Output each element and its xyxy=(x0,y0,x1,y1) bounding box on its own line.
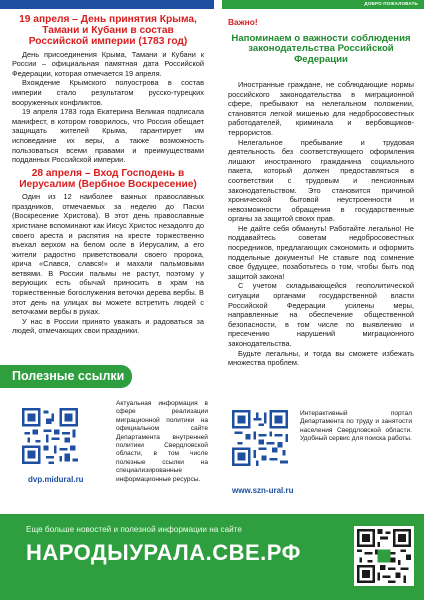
palm-sunday-paragraph-2: У нас в России принято уважать и радоваться за людей, отмечающих свои праздники. xyxy=(12,316,204,336)
qr-code-icon[interactable] xyxy=(22,408,78,464)
link-description-szn: Интерактивный портал Департамента по труду и занятости населения Свердловской области. Удобный сервис для поиска работы. xyxy=(300,410,412,443)
top-bar-blue xyxy=(0,0,214,9)
footer-site-link[interactable]: НАРОДЫУРАЛА.СВЕ.РФ xyxy=(26,540,301,565)
footer-subtitle: Еще больше новостей и полезной информации на сайте xyxy=(26,525,242,534)
law-paragraph-3: Не дайте себя обмануть! Работайте легально! Не поддавайтесь советам недобросовестных посредников, предлагающих сэкономить и оформить поддельные документы! Не ставьте под сомнение свое будущее, позаботьтесь о том, чтобы быть под защитой закона! xyxy=(228,223,414,281)
welcome-label: ДОБРО ПОЖАЛОВАТЬ xyxy=(364,1,418,6)
left-column xyxy=(12,14,204,336)
law-paragraph-2: Нелегальное пребывание и трудовая деятельность без соответствующего оформления лишают иностранного гражданина социального пакета, который должен предоставляться в соответствии с трудовым и пенсионным законодательством. Это становится причиной хронической бытовой неустроенности и невозможности обращения в государственные органы за защитой своих прав. xyxy=(228,137,414,224)
law-reminder-title: Напоминаем о важности соблюдения законодательства Российской Федерации xyxy=(231,32,411,66)
right-column xyxy=(228,14,414,368)
law-paragraph-4: С учетом складывающейся геополитической ситуации органами государственной власти Российской Федерации усилены меры, направленные на обеспечение общественной безопасности, в том числе по выявлению и пресечению нарушений миграционного законодательства. xyxy=(228,281,414,349)
useful-links-title: Полезные ссылки xyxy=(12,369,125,383)
important-label: Важно! xyxy=(228,17,258,27)
law-paragraph-1: Иностранные граждане, не соблюдающие нормы российского законодательства в миграционной сфере, пребывают на нелегальном положении, становятся легкой мишенью для недобросовестных работодателей, криминала и вербовщиков-террористов. xyxy=(228,79,414,137)
crimea-paragraph-3: 19 апреля 1783 года Екатерина Великая подписала манифест, в котором говорилось, что Россия обещает защищать жителей Крыма, гарантирует им исповедание их веры, а также возможность пользоваться всеми правами и преимуществами подданных Российской империи. xyxy=(12,107,204,165)
link-description-dvp: Актуальная информация в сфере реализации миграционной политики на официальном сайте Департамента внутренней политики Свердловской области, в том числе полезные ссылки на специализированные информационные ресурсы. xyxy=(116,400,208,483)
link-url-dvp[interactable]: dvp.midural.ru xyxy=(28,475,84,484)
link-url-szn[interactable]: www.szn-ural.ru xyxy=(232,486,294,495)
qr-code-icon[interactable] xyxy=(232,410,288,466)
palm-sunday-title: 28 апреля – Вход Господень в Иерусалим (Вербное Воскресение) xyxy=(19,167,197,190)
crimea-day-title: 19 апреля – День принятия Крыма, Тамани и Кубани в состав Российской империи (1783 год) xyxy=(19,14,197,48)
crimea-paragraph-2: Вхождение Крымского полуострова в состав империи стало результатом русско-турецких вооруженных конфликтов. xyxy=(12,78,204,107)
law-paragraph-5: Будьте легальны, и тогда вы сможете избежать множества проблем. xyxy=(228,348,414,368)
qr-code-icon[interactable] xyxy=(354,526,414,586)
palm-sunday-paragraph-1: Один из 12 наиболее важных православных праздников, отмечаемых за неделю до Пасхи (Воскресение Христова). В этот день православные христиане вспоминают как Иисус Христос незадолго до своего ареста и распятия на кресте торжественно въехал верхом на белом осле в Иерусалим, а его жители радостно приветствовали своего пророка, крича «Слався, слався!» и махали пальмовыми ветвями. В России пальмы не растут, поэтому у верующих есть обычай приносить в храм на торжественные богослужения веточки дерева вербы. В этот день на улицах вы можете встретить людей с веточками вербы в руках. xyxy=(12,192,204,317)
crimea-paragraph-1: День присоединения Крыма, Тамани и Кубани к России – официальная памятная дата Российской Федерации, которая отмечается 19 апреля. xyxy=(12,49,204,78)
